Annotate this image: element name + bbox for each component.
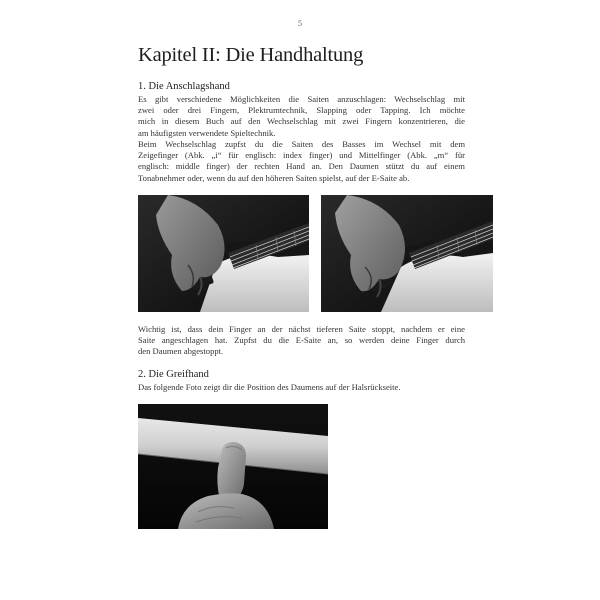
paragraph-intro [138,94,465,139]
paragraph-greifhand [138,382,465,393]
text-line: am häufigsten verwendete Spieltechnik. [138,127,276,138]
paragraph-wechselschlag [138,139,465,184]
text-line: englisch: middle finger) der rechten Hand an. Den Daumen stützt du auf einem [138,161,465,172]
photo-plucking-hand-left [138,195,309,312]
text-line: Wichtig ist, dass dein Finger an der nächst tieferen Saite stoppt, nachdem er eine [138,324,465,334]
section-heading-greifhand: 2. Die Greifhand [138,369,209,380]
text-line: mich in diesem Buch auf den Wechselschlag mit zwei Fingern konzentrieren, die [138,116,465,127]
text-line: zwei oder drei Fingern, Plektrumtechnik, Slapping oder Tapping. Ich möchte [138,105,465,116]
text-line: Tonabnehmer oder, wenn du auf den höheren Saiten spielst, auf der E-Saite ab. [138,172,410,183]
section-heading-anschlagshand: 1. Die Anschlagshand [138,81,230,92]
text-line: den Daumen abgestoppt. [138,346,224,357]
text-line: Das folgende Foto zeigt dir die Position des Daumens auf der Halsrückseite. [138,382,401,392]
photo-thumb-on-neck [138,404,328,529]
page-number: 5 [298,19,302,28]
text-line: Saite angeschlagen hat. Zupfst du die E-Saite an, so werden deine Finger durch [138,335,465,346]
paragraph-finger-stop [138,324,465,358]
bass-plucking-illustration [321,195,493,312]
thumb-neck-illustration [138,404,328,529]
photo-plucking-hand-right [321,195,493,312]
text-line: Es gibt verschiedene Möglichkeiten die Saiten anzuschlagen: Wechselschlag mit [138,94,465,104]
text-line: Zeigefinger (Abk. „i“ für englisch: index finger) und Mittelfinger (Abk. „m“ für [138,150,465,161]
bass-plucking-illustration [138,195,309,312]
text-line: Beim Wechselschlag zupfst du die Saiten des Basses im Wechsel mit dem [138,139,465,149]
chapter-title: Kapitel II: Die Handhaltung [138,44,364,66]
